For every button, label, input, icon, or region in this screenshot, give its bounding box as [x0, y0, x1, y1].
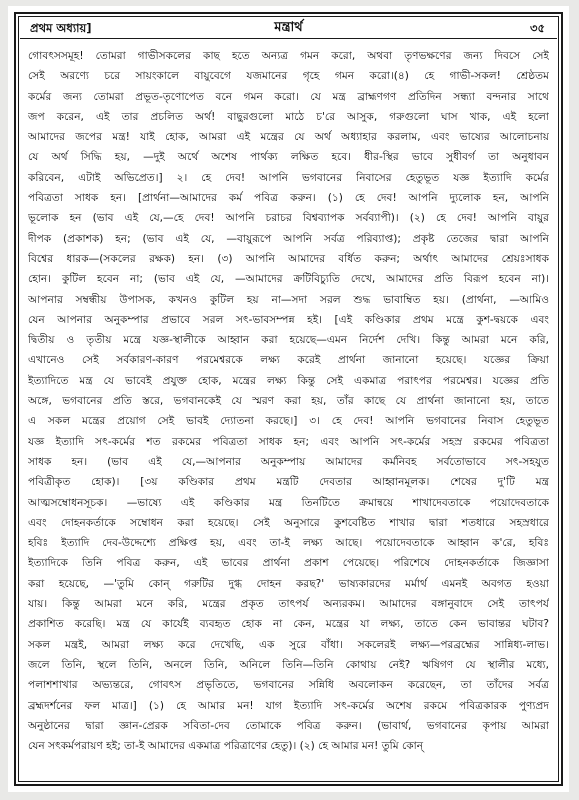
text-line: যজ্ঞ ইত্যাদি সৎ-কর্মের শত রকমের পবিত্রতা সাধক হন; এবং আপনি সৎ-কর্মের সহস্র রকমের পবিত্রতা	[28, 435, 549, 448]
text-line: আপনার সম্বন্ধীয় উপাসক, কখনও কুটিল হয় না—সদা সরল শুদ্ধ ভাবাম্বিত হয়। (প্রার্থনা, —আমিও	[28, 293, 549, 306]
text-line: যে অর্থ সিদ্ধি হয়, —দুই অর্থে অশেষ পার্থক্য লক্ষিত হবে। ধীর-স্থির ভাবে সুধীবর্গ তা অনুধাবন	[28, 151, 549, 164]
text-line: ব্রহ্মদর্শনের ফল মাত্র।] (১) হে আমার মন! যাগ ইত্যাদি সৎ-কর্মের অশেষ রকমে পবিত্রকারক পুণ্যপ্রদ	[28, 699, 549, 712]
text-line: যায়। কিন্তু আমরা মনে করি, মন্ত্রের প্রকৃত তাৎপর্য অন্যরকম। আমাদের বঙ্গানুবাদে সেই তাৎপর্য	[28, 598, 549, 611]
text-line: করা হয়েছে, —'তুমি কোন্ গরুটির দুগ্ধ দোহন করছ?' ভাষ্যকারদের মর্মার্থ এমনই অবগত হওয়া	[28, 577, 549, 590]
text-line: অনুষ্ঠানের দ্বারা জ্ঞান-প্রেরক সবিতা-দেব তোমাকে পবিত্র করুন। (ভাবার্থ, ভগবানের কৃপায় আমরা	[28, 719, 549, 732]
running-header	[20, 18, 557, 39]
text-line: কর্মের জন্য তোমরা প্রভূত-তৃণোপেত বনে গমন করো। যে মন্ত্র ব্রাহ্মণগণ প্রতিদিন সন্ধ্যা বন্দনার সাথে	[28, 90, 549, 103]
text-line: সাধক হন। (ভাব এই যে,—আপনার অনুকম্পায় আমাদের কর্মনিবহ সর্বতোভাবে সৎ-সহযুত	[28, 455, 549, 468]
body-text	[28, 46, 549, 774]
text-line: জপ করেন, এই তার প্রচলিত অর্থ! বাছুরগুলো মাঠে চ'রে আসুক, গরুগুলো ঘাস খাক, এই হলো	[28, 110, 549, 123]
text-line: সেই অরণ্যে চরে সায়ংকালে বায়ুবেগে যজমানের গৃহে গমন করো।(৪) হে গাভী-সকল! শ্রেষ্ঠতম	[28, 70, 549, 83]
text-line: অঙ্গে, ভগবানের প্রতি স্তরে, ভগবানকেই যে স্মরণ করা হয়, তাঁর কাছে যে প্রার্থনা জানানো হয়, তাতে	[28, 395, 549, 408]
text-line: এবং দোহনকর্তাকে সম্বোধন করা হয়েছে। সেই অনুসারে কুশবেষ্টিত শাখার দ্বারা শতধারে সহস্রধারে	[28, 516, 549, 529]
text-line: গোবৎসসমূহ! তোমরা গাভীসকলের কাছ হতে অন্যত্র গমন করো, অথবা তৃণভক্ষণের জন্য দিবসে সেই	[28, 50, 549, 62]
text-line: হবিঃ ইত্যাদি দেব-উদ্দেশ্যে প্রক্ষিপ্ত হয়, এবং তা-ই লক্ষ্য আছে। পয়োদেবতাকে আহ্বান ক'রে, হবিঃ	[28, 537, 549, 550]
chapter-label: প্রথম অধ্যায়]	[30, 21, 92, 35]
text-line: ইত্যাদিকে তিনি পবিত্র করুন, এই ভাবের প্রার্থনা প্রকাশ পেয়েছে। পরিশেষে দোহনকর্তাকে জিজ্ঞাসা	[28, 557, 549, 570]
text-line: পলাশশাখার অভ্যন্তরে, গোবৎস প্রভৃতিতে, ভগবানের সন্নিধি অবলোকন করেছেন, তা তাঁদের সর্বত্র	[28, 679, 549, 692]
text-line: বিশ্বের ধারক—(সকলের রক্ষক) হন। (৩) আপনি আমাদের বর্ধিত করুন; অর্থাৎ আমাদের শ্রেয়ঃসাধক	[28, 252, 549, 265]
text-line: এখানেও সেই সর্বকারণ-কারণ পরমেশ্বরকে লক্ষ্য করেই প্রার্থনা জানানো হয়েছে। যজ্ঞের ক্রিয়া	[28, 354, 549, 367]
page-number: ৩৫	[530, 21, 545, 35]
text-line: যেন আপনার অনুকম্পার প্রভাবে সরল সৎ-ভাবসম্পন্ন হই। [এই কণ্ডিকার প্রথম মন্ত্রে কুশ-দ্বয়কে এবং	[28, 313, 549, 326]
text-line: জলে তিনি, স্থলে তিনি, অনলে তিনি, অনিলে তিনি—তিনি কোথায় নেই? ঋষিগণ যে স্থালীর মধ্যে,	[28, 658, 549, 671]
text-line: প্রকাশিত করেছি। মন্ত্র যে কার্যেই ব্যবহৃত হোক না কেন, মন্ত্রের যা লক্ষ্য, তাতে কেন ভাবান্তর ঘটাব?	[28, 618, 549, 631]
text-line: সকল মন্ত্রই, আমরা লক্ষ্য করে দেখেছি, এক সুরে বাঁধা। সকলেরই লক্ষ্য—পরব্রহ্মের সান্নিধ্য-লাভ।	[28, 638, 549, 651]
text-line: আমাদের জপের মন্ত্র! যাই হোক, আমরা এই মন্ত্রের যে অর্থ অধ্যাহার করলাম, এবং ভাষ্যের আলোচনায়	[28, 131, 549, 144]
text-line: যেন সৎকর্মপরায়ণ হই; তা-ই আমাদের একমাত্র পরিত্রাণের হেতু)। (২) হে আমার মন! তুমি কোন্	[28, 740, 424, 753]
book-page	[8, 6, 569, 792]
text-line: দ্বিতীয় ও তৃতীয় মন্ত্রে যজ্ঞ-স্থালীকে আহ্বান করা হয়েছে—এমন নির্দেশ দেখি। কিন্তু আমরা মনে করি,	[28, 334, 549, 347]
text-line: পবিত্রতা সাধক হন। [প্রার্থনা—আমাদের কর্ম পবিত্র করুন। (১) হে দেব! আপনি দ্যুলোক হন, আপনি	[28, 192, 549, 205]
text-line: এ সকল মন্ত্রের প্রয়োগ সেই ভাবই দ্যোতনা করছে।] ৩। হে দেব! আপনি ভগবানের নিবাস হেতুভূত	[28, 415, 549, 428]
text-line: পবিত্রীকৃত হোক)। [৩য় কণ্ডিকার প্রথম মন্ত্রটি দেবতার আহ্বানমূলক। শেষের দু'টি মন্ত্র	[28, 476, 549, 489]
text-line: হোন। কুটিল হবেন না; (ভাব এই যে, —আমাদের ক্রটিবিচ্যুতি দেখে, আমাদের প্রতি বিরূপ হবেন না)।	[28, 273, 549, 286]
text-line: ইত্যাদিতে মন্ত্র যে ভাবেই প্রযুক্ত হোক, মন্ত্রের লক্ষ্য কিন্তু সেই একমাত্র পরাৎপর পরমেশ্বর। যজ্ঞের প্রতি	[28, 374, 549, 387]
text-line: ভূলোক হন (ভাব এই যে,—হে দেব! আপনি চরাচর বিশ্বব্যাপক সর্বব্যাপী)। (২) হে দেব! আপনি বায়ুর	[28, 212, 549, 225]
text-line: করিবেন, এটাই অভিপ্রেত।] ২। হে দেব! আপনি ভগবানের নিবাসের হেতুভূত যজ্ঞ ইত্যাদি কর্মের	[28, 171, 549, 184]
text-line: আত্মসম্বোধনসূচক। —ভাষ্যে এই কণ্ডিকার মন্ত্র তিনটিতে ক্রমান্বয়ে শাখাদেবতাকে পয়োদেবতাকে	[28, 496, 549, 509]
page-title: মন্ত্রার্থ	[274, 20, 303, 35]
text-line: দীপক (প্রকাশক) হন; (ভাব এই যে, —বায়ুরূপে আপনি সর্বত্র পরিব্যাপ্ত); প্রকৃষ্ট তেজের দ্বারা আপনি	[28, 232, 549, 245]
